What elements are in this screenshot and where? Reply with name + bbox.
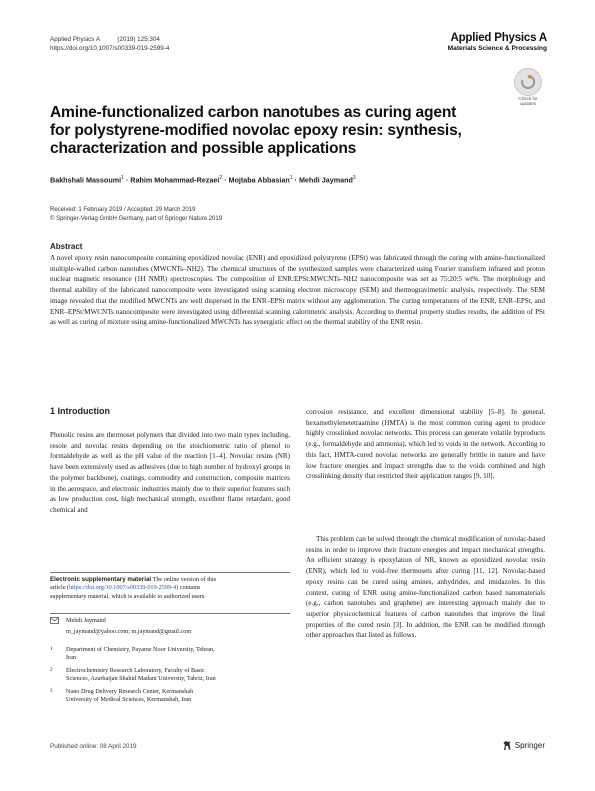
esm-doi-link[interactable]: https://doi.org/10.1007/s00339-019-2599-4 bbox=[69, 584, 177, 592]
esm-text: article ( bbox=[50, 584, 70, 592]
badge-line1: Check for bbox=[518, 96, 538, 101]
affiliation: 2 Electrochemistry Research Laboratory, Faculty of Basic Sciences, Azarbaijan Shahid Madani University, Tabriz, Iran bbox=[50, 666, 216, 683]
intro-right-paragraph-1: corrosion resistance, and excellent dimensional stability [5–8]. In general, hexamethylenetetraamine (HMTA) is the most common curing agent to produce highly crosslinked novolac networks. This process can generate volatile byproducts (e.g., formaldehyde and ammonia), which led to voids in the network. According to this fact, HMTA-cured novolac networks are generally brittle in nature and have low fracture energies and impact strengths due to the voids combined and high crosslinking density that restricted their application ranges [9, 10]. bbox=[306, 408, 545, 481]
springer-horse-icon bbox=[502, 740, 512, 751]
intro-left-paragraph: Phenolic resins are thermoset polymers that divided into two main types including, resole and novolac resins depending on the stoichiometric ratio of phenol to formaldehyde as well as the pH value of the reaction [1–4]. Novolac resins (NR) have been extensively used as adhesives (due to high number of hydroxyl groups in the polymer backbone), coatings, commodity and construction, composite matrices in the aerospace, and electronic industries mainly due to their superior features such as low production cost, high mechanical strength, excellent flame retardant, good chemical and bbox=[50, 431, 290, 514]
received-accepted: Received: 1 February 2019 / Accepted: 29 March 2019 bbox=[50, 207, 196, 213]
author[interactable]: Mehdi Jaymand bbox=[298, 175, 353, 185]
footnote-rule bbox=[50, 613, 290, 614]
running-header bbox=[50, 36, 160, 43]
doi-link[interactable]: https://doi.org/10.1007/s00339-019-2599-4 bbox=[50, 45, 170, 52]
esm-footnote bbox=[50, 576, 290, 601]
published-online: Published online: 08 April 2019 bbox=[50, 743, 137, 750]
author-aff: 1 bbox=[121, 175, 124, 181]
author-separator: · bbox=[123, 175, 131, 185]
title-line-3: characterization and possible applications bbox=[50, 140, 357, 157]
check-updates-badge[interactable] bbox=[514, 68, 542, 106]
affiliation: 3 Nano Drug Delivery Research Center, Kermanshah University of Medical Sciences, Kermanshah, Iran bbox=[50, 687, 194, 704]
esm-text: ) contains bbox=[176, 584, 201, 592]
abstract-text: A novel epoxy resin nanocomposite containing epoxidized novolac (ENR) and epoxidized polystyrene (EPSt) was fabricated through the curing with amine-functionalized multiple-walled carbon nanotubes (MWCNTs–NH2). The chemical structures of the synthesized samples were characterized using Fourier transform infrared and proton nuclear magnetic resonance (1H NMR) spectroscopies. The composition of ENR:EPSt:MWCNTs–NH2 nanocomposite was set as 75:20:5 wt%. The morphology and thermal stability of the fabricated nanocomposite were investigated using scanning electron microscopy (SEM) and thermogravimetric analysis, respectively. The SEM image revealed that the modified MWCNTs are well dispersed in the ENR–EPSt matrix without any agglomeration. The curing temperatures of the ENR, ENR–EPSt, and ENR–EPSt/MWCNTs nanocomposite were investigated using differential scanning calorimetric analysis. According to thermal property studies results, the addition of PSt as well as curing of mixture using amine-functionalized MWCNTs has synergistic effect on the thermal stability of the ENR resin. bbox=[50, 254, 545, 327]
journal-name: Applied Physics A bbox=[450, 32, 547, 44]
author-separator: · bbox=[222, 175, 229, 185]
author[interactable]: Bakhshali Massoumi bbox=[50, 175, 122, 185]
footnote-rule bbox=[50, 572, 290, 573]
copyright: © Springer-Verlag GmbH Germany, part of Springer Nature 2019 bbox=[50, 216, 223, 222]
article-title bbox=[50, 104, 490, 158]
corresponding-author bbox=[50, 617, 290, 636]
esm-text: supplementary material, which is available to authorized users. bbox=[50, 592, 206, 600]
author-aff: 3 bbox=[352, 175, 356, 181]
email-icon bbox=[50, 617, 66, 628]
intro-right-paragraph-2: This problem can be solved through the chemical modification of novolac-based resins in order to improve their fracture energies and impact mechanical strengths. An efficient strategy is epoxylation of NR, known as epoxidized novolac resin (ENR), which led to void-free thermosets after curing [11, 12]. Novolac-based epoxy resins can be cured using amines, anhydrides, and imidazoles. In this context, curing of ENR using amine-functionalized carbon based nanomaterials (e.g., carbon nanotubes and graphene) are interesting approach mainly due to superior physicochemical features of carbon nanotubes that improve the final properties of the cured resin [3]. In addition, the ENR can be modified through other approaches that listed as follows. bbox=[306, 535, 545, 640]
affiliation: 1 Department of Chemistry, Payame Noor University, Tehran, Iran bbox=[50, 646, 215, 662]
author[interactable]: Rahim Mohammad-Rezaei bbox=[130, 175, 220, 185]
title-line-1: Amine-functionalized carbon nanotubes as curing agent bbox=[50, 104, 457, 121]
esm-label: Electronic supplementary material bbox=[50, 576, 152, 583]
badge-line2: updates bbox=[519, 101, 536, 106]
author-separator: · bbox=[292, 175, 299, 185]
esm-text: The online version of this bbox=[152, 576, 217, 583]
corresponding-name: Mehdi Jaymand bbox=[66, 617, 106, 624]
abstract-heading: Abstract bbox=[50, 242, 83, 251]
journal-subtitle: Materials Science & Processing bbox=[447, 45, 547, 52]
author-list bbox=[50, 175, 356, 184]
springer-logo bbox=[502, 740, 545, 751]
section-heading-introduction: 1 Introduction bbox=[50, 406, 110, 416]
author[interactable]: Mojtaba Abbasian bbox=[228, 175, 290, 185]
journal-short: Applied Physics A bbox=[50, 36, 100, 43]
author-aff: 2 bbox=[219, 175, 223, 181]
article-dates bbox=[50, 206, 222, 224]
citation: (2019) 125:304 bbox=[117, 36, 160, 43]
corresponding-email[interactable]: m_jaymand@yahoo.com; m.jaymand@gmail.com bbox=[66, 628, 192, 635]
title-line-2: for polystyrene-modified novolac epoxy resin: synthesis, bbox=[50, 122, 462, 139]
check-updates-icon bbox=[514, 68, 542, 96]
publisher-name: Springer bbox=[514, 741, 545, 750]
author-aff: 1 bbox=[289, 175, 293, 181]
affiliations bbox=[50, 646, 290, 704]
